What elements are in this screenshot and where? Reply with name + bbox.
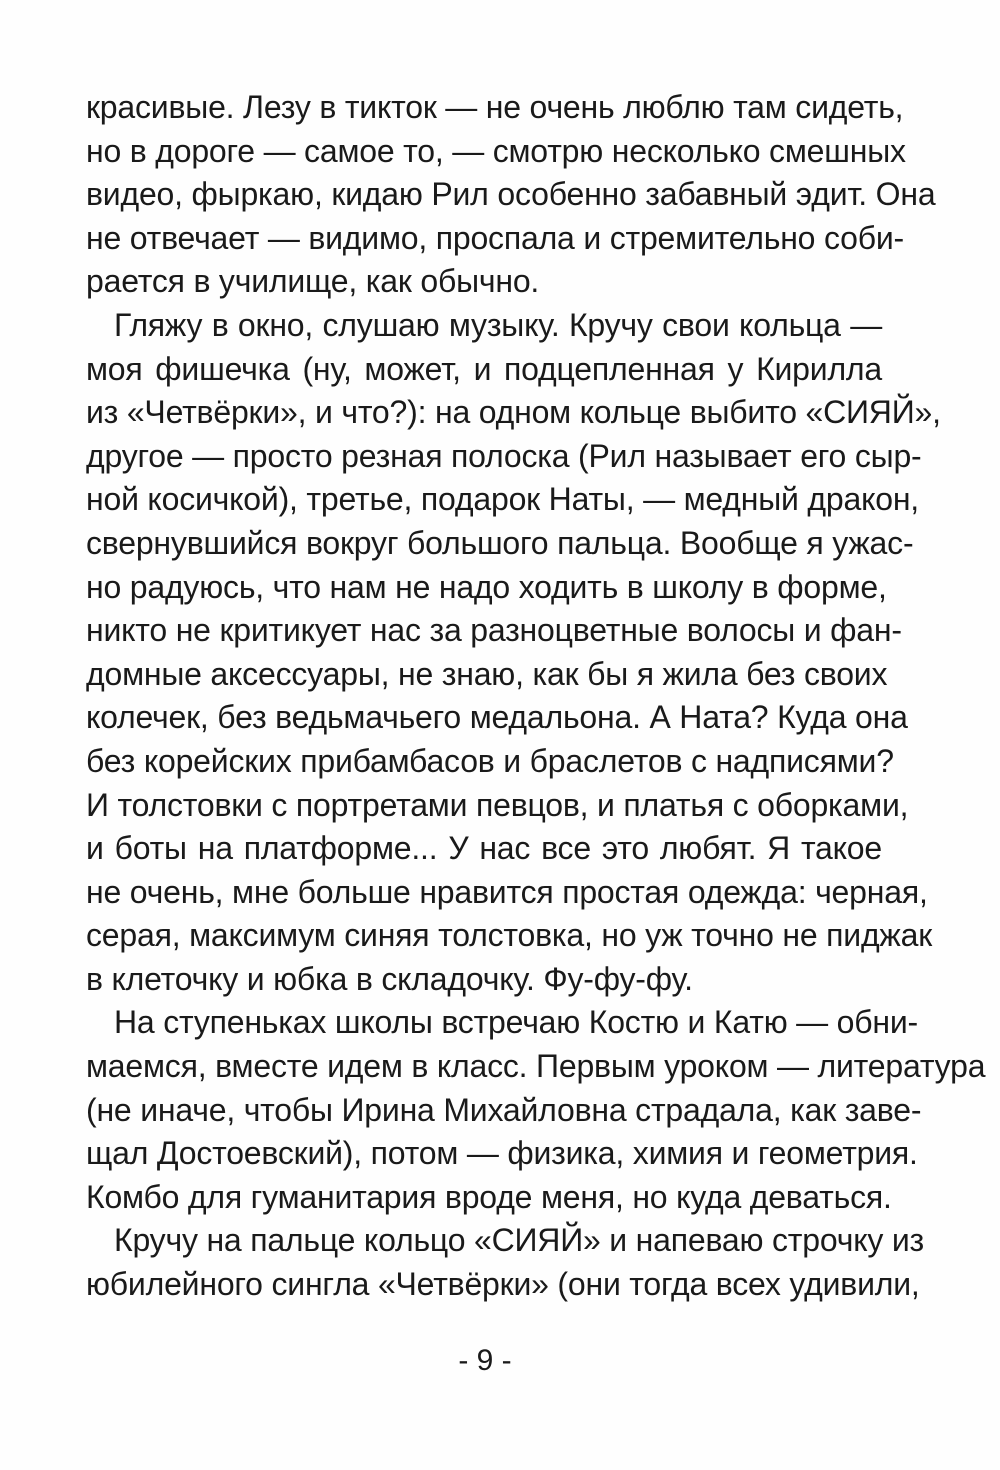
text-line: не очень, мне больше нравится простая одежда: черная, bbox=[86, 873, 928, 910]
text-line: видео, фыркаю, кидаю Рил особенно забавный эдит. Она bbox=[86, 176, 936, 213]
text-line: щал Достоевский), потом — физика, химия и геометрия. bbox=[86, 1135, 918, 1172]
text-line: из «Четвёрки», и что?): на одном кольце выбито «СИЯЙ», bbox=[86, 394, 941, 431]
text-line: никто не критикует нас за разноцветные волосы и фан- bbox=[86, 612, 902, 649]
page-number: - 9 - bbox=[458, 1344, 512, 1377]
text-line: другое — просто резная полоска (Рил называет его сыр- bbox=[86, 437, 922, 474]
text-line: И толстовки с портретами певцов, и платья с оборками, bbox=[86, 786, 909, 823]
text-line: моя фишечка (ну, может, и подцепленная у Кирилла bbox=[86, 350, 882, 387]
text-line: в клеточку и юбка в складочку. Фу-фу-фу. bbox=[86, 960, 693, 997]
text-line: домные аксессуары, не знаю, как бы я жила без своих bbox=[86, 655, 888, 692]
text-line: маемся, вместе идем в класс. Первым уроком — литература bbox=[86, 1048, 986, 1085]
text-line: (не иначе, чтобы Ирина Михайловна страдала, как заве- bbox=[86, 1091, 922, 1128]
text-line: свернувшийся вокруг большого пальца. Вообще я ужас- bbox=[86, 524, 914, 561]
text-line: но радуюсь, что нам не надо ходить в школу в форме, bbox=[86, 568, 887, 605]
text-line: красивые. Лезу в тикток — не очень люблю там сидеть, bbox=[86, 89, 904, 125]
text-line: без корейских прибамбасов и браслетов с надписями? bbox=[86, 742, 894, 779]
text-line: юбилейного сингла «Четвёрки» (они тогда всех удивили, bbox=[86, 1266, 920, 1303]
text-line: Комбо для гуманитария вроде меня, но куда деваться. bbox=[86, 1178, 892, 1215]
text-line: Гляжу в окно, слушаю музыку. Кручу свои кольца — bbox=[114, 306, 882, 343]
text-line: рается в училище, как обычно. bbox=[86, 263, 540, 300]
text-line: и боты на платформе... У нас все это любят. Я такое bbox=[86, 830, 882, 867]
text-line: но в дороге — самое то, — смотрю несколько смешных bbox=[86, 132, 906, 169]
text-line: серая, максимум синяя толстовка, но уж точно не пиджак bbox=[86, 917, 933, 954]
text-line: ной косичкой), третье, подарок Наты, — медный дракон, bbox=[86, 481, 919, 518]
body-text bbox=[86, 86, 986, 1307]
text-line: На ступеньках школы встречаю Костю и Катю — обни- bbox=[114, 1004, 918, 1041]
text-line: не отвечает — видимо, проспала и стремительно соби- bbox=[86, 219, 904, 256]
text-line: колечек, без ведьмачьего медальона. А Ната? Куда она bbox=[86, 699, 908, 736]
text-line: Кручу на пальце кольцо «СИЯЙ» и напеваю строчку из bbox=[114, 1222, 924, 1259]
